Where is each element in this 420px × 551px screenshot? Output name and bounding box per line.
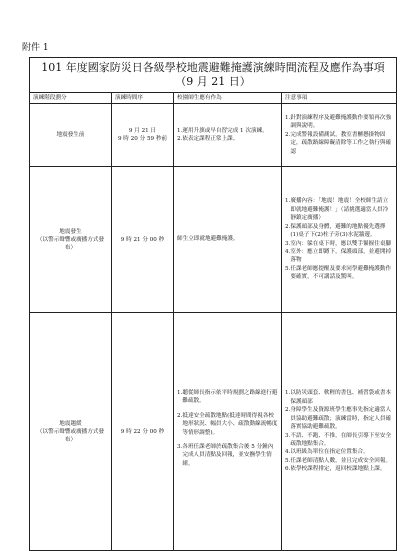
list-item: 2. 身障學生及資源班學生應事先指定適當人員協助避難疏散；演練當時，指定人員確落實協助避難疏散。	[285, 407, 392, 431]
list-item: 1. 運用升旗或早自習完成 1 次演練。	[177, 127, 268, 134]
list-item: 3. 不語、不跑、不推，在師長引導下至安全疏散地點集合。	[285, 432, 392, 447]
list-item: 1. 針對演練程序及避難掩護動作要領再次強調與說明。	[285, 114, 392, 130]
time-cell: 9 時 22 分 00 秒	[112, 313, 174, 551]
list-item: 5. 任課老師清點人數，並且完成安全回報。	[285, 457, 392, 464]
list-item: 6. 依學校課程排定，返回校課地點上課。	[285, 466, 386, 473]
list-item: 2. 依表定課程正常上課。	[177, 136, 239, 142]
header-notes: 注意事項	[282, 93, 397, 104]
list-item: 2. 抵達安全疏散地點(抵達時間得視各校地形狀況、幅員大小、疏散動線流暢度等情形調整)。	[177, 412, 278, 436]
header-time: 演練時間序	[112, 93, 174, 104]
header-actions: 校園師生應有作為	[174, 93, 282, 104]
phase-cell: 地震趨緩 （以警示聲響或廣播方式發布）	[30, 313, 112, 551]
list-item: 1. 以防災頭套、軟輕的書包、補習袋或書本保護頭部	[285, 390, 392, 405]
notes-cell	[282, 167, 397, 313]
header-row	[30, 93, 397, 104]
phase-cell: 地震發生前	[30, 104, 112, 167]
table-row	[30, 313, 397, 551]
list-item: 4. 以班級為單位在指定位置集合。	[285, 449, 369, 456]
list-item: 3. 室內：躲在桌下時，應以雙手緊握住桌腳	[285, 240, 392, 247]
actions-cell: 師生立即就地避難掩護。	[174, 167, 282, 313]
header-phase: 演練階段劃分	[30, 93, 112, 104]
table-row	[30, 167, 397, 313]
phase-cell: 地震發生 （以警示聲響或廣播方式發布）	[30, 167, 112, 313]
table-row	[30, 104, 397, 167]
actions-cell	[174, 313, 282, 551]
list-item: 5. 任課老師應提醒及要求同學避難掩護動作要確實，不可講話及驚叫。	[285, 265, 392, 281]
annex-label: 附件 1	[22, 43, 49, 53]
list-item: 1. 廣播內容：「地震！地震！全校師生請立即就地避難掩護！」（請挑選適當人員冷靜鎮定廣播）	[285, 198, 389, 222]
time-cell: 9 時 21 分 00 秒	[112, 167, 174, 313]
list-item: 1. 聽從師長指示依平時規劃之路線進行避難疏散。	[177, 389, 278, 405]
notes-cell	[282, 104, 397, 167]
drill-schedule-table	[29, 57, 397, 551]
list-item: 3. 各班任課老師於疏散集合後 5 分鐘內完成人員清點及回報，並安撫學生情緒。	[177, 443, 274, 467]
table-title: 101 年度國家防災日各級學校地震避難掩護演練時間流程及應作為事項（9 月 21 日）	[30, 58, 397, 93]
actions-cell	[174, 104, 282, 167]
list-item: 2. 完成警報設備測試，教室書櫃懸掛物固定，疏散路線障礙清除等工作之執行與確認	[285, 131, 392, 155]
title-row	[30, 58, 397, 93]
list-item: 2. 保護頭部及身體，避難的地點優先選擇(1)桌子下(2)柱子旁(3)水泥牆邊。	[285, 223, 386, 239]
time-cell: 9 月 21 日 9 時 20 分 59 秒前	[112, 104, 174, 167]
list-item: 4. 室外：應立即蹲下，保護頭部，並避開掉落物	[285, 248, 392, 264]
notes-cell	[282, 313, 397, 551]
